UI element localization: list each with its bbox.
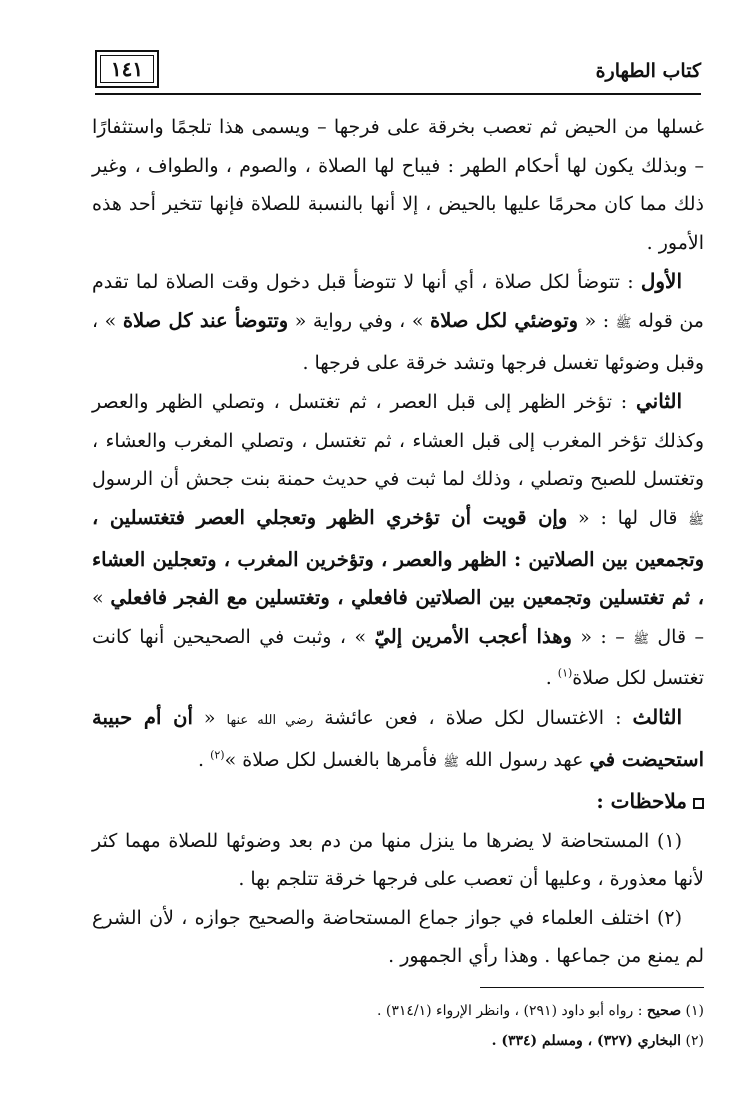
first-method-paragraph	[92, 262, 704, 382]
page-body	[92, 108, 704, 976]
header-rule	[95, 93, 701, 95]
footnote-1-number: (١)	[681, 1003, 704, 1019]
first-text: : تتوضأ لكل صلاة ، أي أنها لا تتوضأ قبل دخول وقت الصلاة لما تقدم من قوله	[92, 271, 704, 332]
third-text: : الاغتسال لكل صلاة ، فعن عائشة	[313, 706, 633, 729]
second-text-4: – : «	[571, 625, 634, 648]
footnote-1-text: : رواه أبو داود (٢٩١) ، وانظر الإرواء (٣١٤/١) .	[376, 1003, 647, 1019]
footnote-2	[300, 1026, 704, 1056]
intro-line-3: مما كان محرمًا عليها بالحيض ، إلا أنها بالنسبة للصلاة فإنها تتخير أحد هذه	[92, 193, 667, 216]
honorific-icon: ﷺ	[443, 754, 459, 770]
hadith-text-2: وتتوضأ عند كل صلاة	[122, 308, 289, 332]
intro-line-1: غسلها من الحيض ثم تعصب بخرقة على فرجها – ويسمى هذا تلجمًا واستثفارًا –	[92, 116, 704, 177]
notes-heading	[92, 782, 704, 822]
second-text-3: » – قال	[92, 587, 705, 648]
footnote-rule	[480, 987, 704, 988]
first-text-2: » ، وفي رواية «	[288, 309, 430, 332]
square-bullet-icon	[693, 798, 704, 809]
third-method-paragraph	[92, 698, 704, 782]
intro-line-4: الأمور .	[646, 231, 704, 254]
first-heading: الأول	[640, 269, 682, 294]
quote-open: : «	[578, 309, 616, 332]
hadith-text: وإن قويت أن تؤخري الظهر وتعجلي العصر فتغتسلين ، وتجمعين بين الصلاتين : الظهر والعصر ، وتؤخرين المغرب ، وتعجلين العشاء ، ثم تغتسلين وتجمعين بين الصلاتين فافعلي ، وتغتسلين مع الفجر فافعلي	[92, 505, 704, 610]
page-number: ١٤١	[95, 50, 159, 88]
honorific-icon: ﷺ	[633, 631, 649, 647]
footnotes	[300, 996, 704, 1056]
footnote-ref-2[interactable]: (٢)	[210, 748, 225, 762]
note-2: (٢) اختلف العلماء في جواز جماع المستحاضة والصحيح جوازه ، لأن الشرع لم يمنع من جماعها . وهذا رأي الجمهور .	[92, 906, 704, 968]
second-text-5: » ، وثبت في الصحيحين أنها كانت تغتسل لكل صلاة	[92, 625, 704, 690]
second-text-6: .	[545, 667, 558, 690]
footnote-ref-1[interactable]: (١)	[557, 666, 573, 680]
third-text-2: عهد رسول الله	[458, 748, 590, 771]
third-heading: الثالث	[632, 704, 682, 729]
second-text-2: قال لها : «	[567, 506, 689, 529]
third-text-3: فأمرها بالغسل لكل صلاة »	[224, 748, 444, 771]
second-method-paragraph	[92, 382, 704, 698]
note-1: (١) المستحاضة لا يضرها ما ينزل منها من دم بعد وضوئها للصلاة مهما كثر لأنها معذورة ، وعليها أن تعصب على فرجها خرقة تتلجم بها .	[92, 829, 704, 891]
honorific-icon: ﷺ	[615, 315, 632, 331]
honorific-icon: رضي الله عنها	[226, 712, 314, 728]
intro-line-2: وبذلك يكون لها أحكام الطهر : فيباح لها الصلاة ، والصوم ، والطواف ، وغير ذلك	[92, 154, 704, 216]
honorific-icon: ﷺ	[688, 512, 704, 528]
hadith-text: أن أم حبيبة استحيضت في	[92, 705, 704, 771]
footnote-2-text: البخاري (٣٢٧) ، ومسلم (٣٣٤) .	[491, 1033, 682, 1049]
page-header	[95, 50, 701, 95]
third-text-4: .	[197, 748, 211, 771]
hadith-text-2: وهذا أعجب الأمرين إليّ	[374, 624, 572, 648]
hadith-text: وتوضئي لكل صلاة	[429, 308, 579, 332]
second-heading: الثاني	[635, 389, 682, 414]
quote-open: «	[192, 706, 227, 729]
footnote-1-grade: صحيح	[646, 1003, 682, 1019]
book-title: كتاب الطهارة	[595, 60, 701, 82]
second-text: : تؤخر الظهر إلى قبل العصر ، ثم تغتسل ، وتصلي الظهر والعصر وكذلك تؤخر المغرب إلى قبل العشاء ، ثم تغتسل ، وتصلي المغرب والعشاء ، وتغتسل للصبح وتصلي ، وذلك لما ثبت في حديث حمنة بنت جحش أن الرسول	[92, 391, 704, 491]
first-text-3: » ، وقبل وضوئها تغسل فرجها وتشد خرقة على فرجها .	[92, 309, 704, 374]
notes-heading-label: ملاحظات :	[596, 789, 687, 814]
footnote-2-number: (٢)	[681, 1033, 704, 1049]
footnote-1	[300, 996, 704, 1026]
intro-paragraph	[92, 108, 704, 262]
